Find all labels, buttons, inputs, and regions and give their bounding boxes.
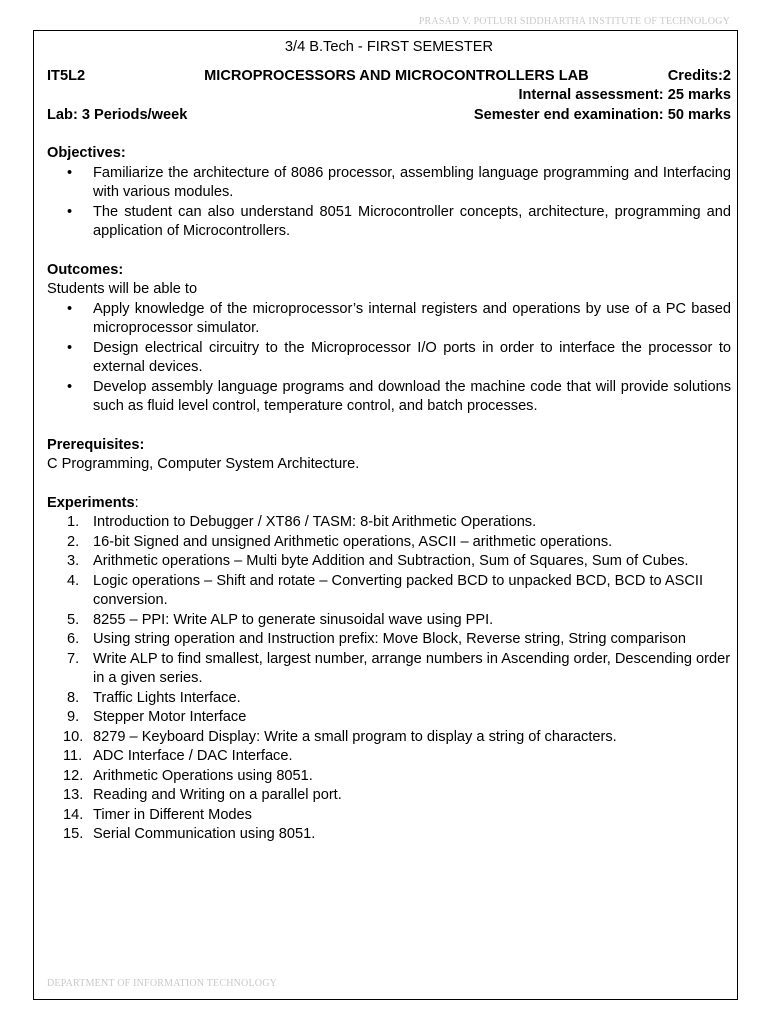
experiment-text: Introduction to Debugger / XT86 / TASM: 8-bit Arithmetic Operations. xyxy=(93,514,537,530)
prerequisites-text: C Programming, Computer System Architecture. xyxy=(47,456,360,472)
experiment-number: 1. xyxy=(67,514,80,530)
course-credits: Credits:2 xyxy=(667,67,731,84)
experiment-item xyxy=(47,786,731,806)
prerequisites-heading: Prerequisites: xyxy=(47,436,145,453)
list-item: • Apply knowledge of the microprocessor’s internal registers and operations by use of a PC based microprocessor simulator. xyxy=(47,300,731,339)
semester-title: 3/4 B.Tech - FIRST SEMESTER xyxy=(284,39,494,55)
experiment-text: Arithmetic operations – Multi byte Addition and Subtraction, Sum of Squares, Sum of Cubes. xyxy=(93,553,689,569)
experiment-number: 5. xyxy=(67,611,80,628)
experiment-item xyxy=(47,747,731,767)
experiment-item xyxy=(47,806,731,826)
course-code: IT5L2 xyxy=(47,67,86,84)
experiment-number: 8. xyxy=(67,689,80,706)
experiment-number: 4. xyxy=(67,572,80,589)
lab-periods: Lab: 3 Periods/week xyxy=(47,106,188,123)
experiment-text: Arithmetic Operations using 8051. xyxy=(93,767,313,784)
internal-assessment: Internal assessment: 25 marks xyxy=(518,87,731,103)
experiment-item xyxy=(47,533,731,553)
outcomes-heading: Outcomes: xyxy=(47,261,124,278)
experiment-text: Logic operations – Shift and rotate – Converting packed BCD to unpacked BCD, BCD to ASCII conversion. xyxy=(93,572,704,608)
experiments-heading xyxy=(47,494,731,514)
lab-row xyxy=(47,106,731,126)
experiments-heading-label: Experiments xyxy=(47,494,135,511)
experiment-item xyxy=(47,728,731,748)
outcomes-list xyxy=(47,300,731,417)
experiment-text: Traffic Lights Interface. xyxy=(93,689,241,706)
running-footer: DEPARTMENT OF INFORMATION TECHNOLOGY xyxy=(47,978,278,989)
list-item: • Design electrical circuitry to the Microprocessor I/O ports in order to interface the processor to external devices. xyxy=(47,339,731,378)
experiment-number: 7. xyxy=(67,650,80,667)
experiment-number: 3. xyxy=(67,553,80,569)
experiment-number: 10. xyxy=(63,728,84,745)
experiment-item xyxy=(47,572,731,611)
experiment-number: 13. xyxy=(63,787,84,803)
experiment-text: 8279 – Keyboard Display: Write a small program to display a string of characters. xyxy=(93,728,617,745)
experiment-text: Using string operation and Instruction prefix: Move Block, Reverse string, String comparison xyxy=(93,631,686,647)
semester-end-exam: Semester end examination: 50 marks xyxy=(473,106,731,123)
experiment-number: 12. xyxy=(63,767,84,784)
experiment-item xyxy=(47,767,731,787)
running-header: PRASAD V. POTLURI SIDDHARTHA INSTITUTE OF TECHNOLOGY xyxy=(418,16,730,27)
experiment-text: Timer in Different Modes xyxy=(93,806,252,823)
experiment-number: 6. xyxy=(67,631,80,647)
list-item: • The student can also understand 8051 Microcontroller concepts, architecture, programming and application of Microcontrollers. xyxy=(47,203,731,242)
experiments-list xyxy=(47,513,731,845)
experiment-item xyxy=(47,708,731,728)
objectives-heading: Objectives: xyxy=(47,145,126,161)
experiment-text: Reading and Writing on a parallel port. xyxy=(93,787,342,803)
outcomes-intro: Students will be able to xyxy=(47,281,198,297)
experiment-item xyxy=(47,552,731,572)
experiment-item xyxy=(47,513,731,533)
experiment-item xyxy=(47,689,731,709)
experiment-item xyxy=(47,611,731,631)
experiment-item xyxy=(47,650,731,689)
syllabus-content xyxy=(47,38,731,845)
experiment-item xyxy=(47,630,731,650)
list-item: • Familiarize the architecture of 8086 processor, assembling language programming and Interfacing with various modules. xyxy=(47,164,731,203)
experiment-text: Serial Communication using 8051. xyxy=(93,826,316,842)
list-item: • Develop assembly language programs and download the machine code that will provide solutions such as fluid level control, temperature control, and batch processes. xyxy=(47,378,731,417)
experiment-number: 9. xyxy=(67,709,80,725)
experiment-text: Stepper Motor Interface xyxy=(93,709,247,725)
experiment-number: 2. xyxy=(67,533,80,550)
objectives-list xyxy=(47,164,731,242)
experiment-text: 16-bit Signed and unsigned Arithmetic operations, ASCII – arithmetic operations. xyxy=(93,533,613,550)
experiment-text: Write ALP to find smallest, largest number, arrange numbers in Ascending order, Descending order in a given series. xyxy=(93,650,731,686)
course-row xyxy=(47,67,731,87)
experiments-heading-colon: : xyxy=(134,494,139,511)
experiment-number: 14. xyxy=(63,806,84,823)
experiment-number: 15. xyxy=(63,826,84,842)
experiment-text: 8255 – PPI: Write ALP to generate sinusoidal wave using PPI. xyxy=(93,611,494,628)
course-name: MICROPROCESSORS AND MICROCONTROLLERS LAB xyxy=(204,67,589,84)
experiment-number: 11. xyxy=(63,748,83,764)
experiment-item xyxy=(47,825,731,845)
experiment-text: ADC Interface / DAC Interface. xyxy=(93,748,293,764)
